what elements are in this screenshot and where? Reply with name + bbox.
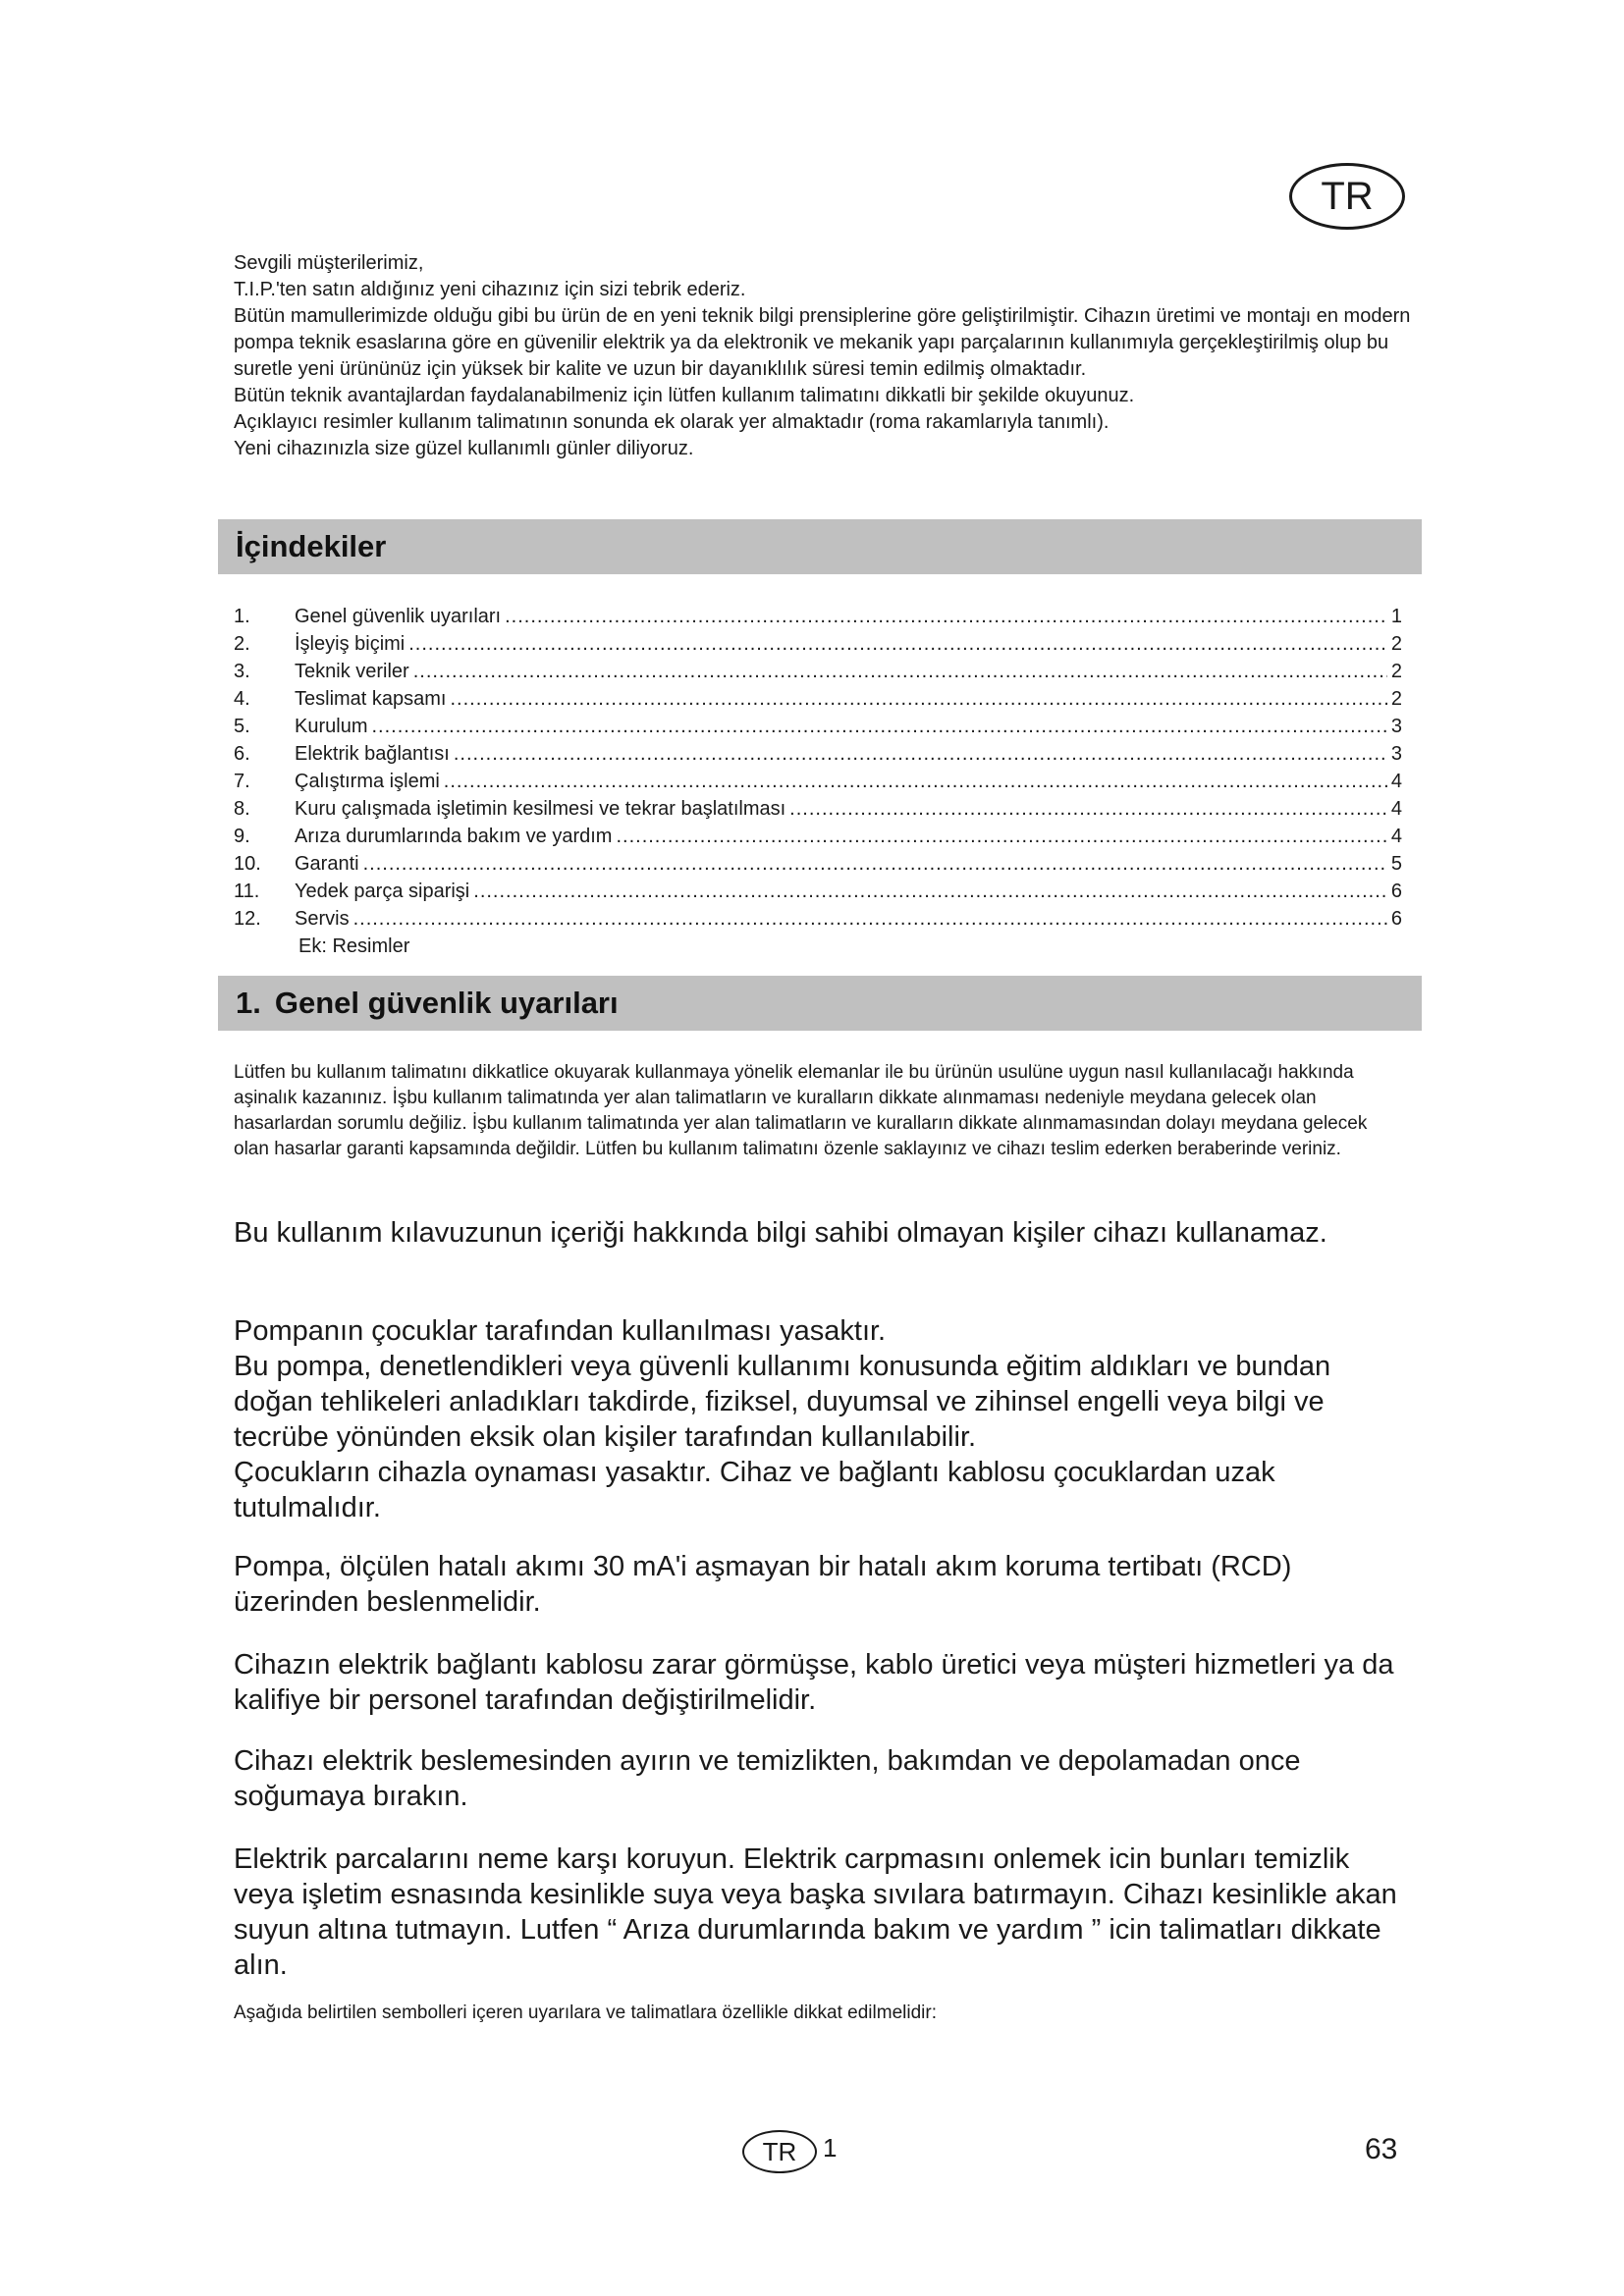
toc-row[interactable] — [234, 630, 1402, 658]
warning-paragraph — [234, 1313, 1402, 1525]
toc-title: Garanti — [295, 853, 359, 875]
toc-page: 4 — [1390, 771, 1402, 792]
toc-title: Teslimat kapsamı — [295, 688, 447, 710]
section-1-heading — [218, 976, 1422, 1031]
warning-paragraph — [234, 1215, 1402, 1251]
toc-title: Servis — [295, 908, 350, 930]
toc-row[interactable] — [234, 603, 1402, 630]
toc-appendix[interactable]: Ek: Resimler — [298, 935, 410, 957]
toc-leader — [444, 768, 1387, 795]
toc-title: Yedek parça siparişi — [295, 881, 470, 902]
warning-text: Bu pompa, denetlendikleri veya güvenli kullanımı konusunda eğitim aldıkları ve bundan doğan tehlikeleri anladıkları takdirde, fiziksel, duyumsal ve zihinsel engelli veya bilgi ve tecrübe yönünden eksik olan kişiler tarafından kullanılabilir. — [234, 1351, 1331, 1453]
warning-text: Çocukların cihazla oynaması yasaktır. Cihaz ve bağlantı kablosu çocuklardan uzak tutulmalıdır. — [234, 1457, 1275, 1523]
toc-row[interactable] — [234, 768, 1402, 795]
intro-line: Bütün mamullerimizde olduğu gibi bu ürün de en yeni teknik bilgi prensiplerine göre geliştirilmiştir. Cihazın üretimi ve montajı en modern pompa teknik esaslarına göre en güvenilir elektrik ya da elektronik ve mekanik yapı parçalarının kullanımıyla gerçekleştirilmiş olup bu suretle yeni ürününüz için yüksek bir kalite ve uzun bir dayanıklılık süresi temin edilmiş olmaktadır. — [234, 305, 1411, 380]
warning-text: Elektrik parcalarını neme karşı koruyun. Elektrik carpmasını onlemek icin bunları temizlik veya işletim esnasında kesinlikle suya veya başka sıvılara batırmayın. Cihazı kesinlikle akan suyun altına tutmayın. Lutfen “ Arıza durumlarında bakım ve yardım ” icin talimatları dikkate alın. — [234, 1843, 1397, 1981]
language-badge-top: TR — [1289, 163, 1405, 230]
toc-num: 10. — [234, 853, 261, 875]
toc-leader — [353, 905, 1387, 933]
toc-page: 5 — [1390, 853, 1402, 875]
intro-line: Yeni cihazınızla size güzel kullanımlı günler diliyoruz. — [234, 438, 694, 459]
section-1-title: Genel güvenlik uyarıları — [274, 986, 619, 1020]
intro-line: Bütün teknik avantajlardan faydalanabilmeniz için lütfen kullanım talimatını dikkatli bir şekilde okuyunuz. — [234, 385, 1135, 406]
warning-text: Pompa, ölçülen hatalı akımı 30 mA'i aşmayan bir hatalı akım koruma tertibatı (RCD) üzerinden beslenmelidir. — [234, 1551, 1292, 1618]
toc-num: 7. — [234, 771, 250, 792]
toc-num: 4. — [234, 688, 250, 710]
intro-line: Sevgili müşterilerimiz, — [234, 252, 424, 274]
toc-row[interactable] — [234, 685, 1402, 713]
toc-leader — [363, 850, 1387, 878]
toc-title: Elektrik bağlantısı — [295, 743, 450, 765]
toc-leader — [413, 658, 1387, 685]
toc-leader — [371, 713, 1386, 740]
toc-leader — [616, 823, 1386, 850]
toc-leader — [789, 795, 1387, 823]
toc-page: 4 — [1390, 826, 1402, 847]
toc-row[interactable] — [234, 850, 1402, 878]
toc-page: 3 — [1390, 743, 1402, 765]
toc-num: 5. — [234, 716, 250, 737]
toc-row[interactable] — [234, 905, 1402, 933]
toc-page: 1 — [1390, 606, 1402, 627]
toc-page: 6 — [1390, 881, 1402, 902]
toc-num: 9. — [234, 826, 250, 847]
language-badge-footer: TR — [742, 2130, 817, 2173]
warning-text: Cihazı elektrik beslemesinden ayırın ve temizlikten, bakımdan ve depolamadan once soğumaya bırakın. — [234, 1745, 1301, 1812]
toc-title: Teknik veriler — [295, 661, 409, 682]
intro-line: T.I.P.'ten satın aldığınız yeni cihazınız için sizi tebrik ederiz. — [234, 279, 746, 300]
toc-heading-text: İçindekiler — [236, 529, 387, 563]
toc-row[interactable] — [234, 878, 1402, 905]
warning-text: Cihazın elektrik bağlantı kablosu zarar görmüşse, kablo üretici veya müşteri hizmetleri ya da kalifiye bir personel tarafından değiştirilmelidir. — [234, 1649, 1394, 1716]
toc-num: 6. — [234, 743, 250, 765]
toc-title: Çalıştırma işlemi — [295, 771, 440, 792]
toc-title: Kuru çalışmada işletimin kesilmesi ve tekrar başlatılması — [295, 798, 786, 820]
toc-row[interactable] — [234, 713, 1402, 740]
warning-paragraph — [234, 1743, 1402, 1814]
toc-page: 2 — [1390, 661, 1402, 682]
toc-title: Arıza durumlarında bakım ve yardım — [295, 826, 613, 847]
section-1-number: 1. — [236, 986, 261, 1020]
toc-page: 6 — [1390, 908, 1402, 930]
toc-leader — [473, 878, 1387, 905]
toc-row[interactable] — [234, 823, 1402, 850]
page-number: 63 — [1365, 2133, 1398, 2165]
toc-title: İşleyiş biçimi — [295, 633, 406, 655]
toc-leader — [451, 685, 1387, 713]
toc-leader — [408, 630, 1387, 658]
toc-leader — [505, 603, 1387, 630]
toc-num: 1. — [234, 606, 250, 627]
warning-text: Pompanın çocuklar tarafından kullanılması yasaktır. — [234, 1315, 887, 1347]
toc-heading — [218, 519, 1422, 574]
intro-text — [234, 250, 1412, 462]
warning-text: Bu kullanım kılavuzunun içeriği hakkında bilgi sahibi olmayan kişiler cihazı kullanamaz. — [234, 1217, 1327, 1249]
toc-num: 2. — [234, 633, 250, 655]
toc-num: 11. — [234, 881, 260, 902]
toc-num: 8. — [234, 798, 250, 820]
toc-page: 4 — [1390, 798, 1402, 820]
toc-page: 2 — [1390, 688, 1402, 710]
table-of-contents — [234, 603, 1402, 960]
toc-row[interactable] — [234, 658, 1402, 685]
toc-row[interactable] — [234, 795, 1402, 823]
warning-paragraph — [234, 1549, 1402, 1620]
toc-num: 3. — [234, 661, 250, 682]
toc-page: 2 — [1390, 633, 1402, 655]
warning-paragraph — [234, 1842, 1402, 1983]
toc-page: 3 — [1390, 716, 1402, 737]
section-1-intro: Lütfen bu kullanım talimatını dikkatlice okuyarak kullanmaya yönelik elemanlar ile bu ürünün usulüne uygun nasıl kullanılacağı hakkında aşinalık kazanınız. İşbu kullanım talimatında yer alan talimatların ve kuralların dikkate alınmaması nedeniyle meydana gelecek olan hasarlardan sorumlu değiliz. İşbu kullanım talimatında yer alan talimatların ve kuralların dikkate alınmamasından dolayı meydana gelecek olan hasarlar garanti kapsamında değildir. Lütfen bu kullanım talimatını özenle saklayınız ve cihazı teslim ederken beraberinde veriniz. — [234, 1062, 1368, 1159]
toc-num: 12. — [234, 908, 261, 930]
footer-section-page: 1 — [823, 2133, 838, 2163]
warning-paragraph — [234, 1647, 1402, 1718]
symbols-note: Aşağıda belirtilen sembolleri içeren uyarılara ve talimatlara özellikle dikkat edilmelidir: — [234, 2002, 937, 2023]
toc-title: Kurulum — [295, 716, 368, 737]
toc-leader — [454, 740, 1387, 768]
intro-line: Açıklayıcı resimler kullanım talimatının sonunda ek olarak yer almaktadır (roma rakamlarıyla tanımlı). — [234, 411, 1110, 433]
toc-title: Genel güvenlik uyarıları — [295, 606, 502, 627]
toc-row[interactable] — [234, 740, 1402, 768]
